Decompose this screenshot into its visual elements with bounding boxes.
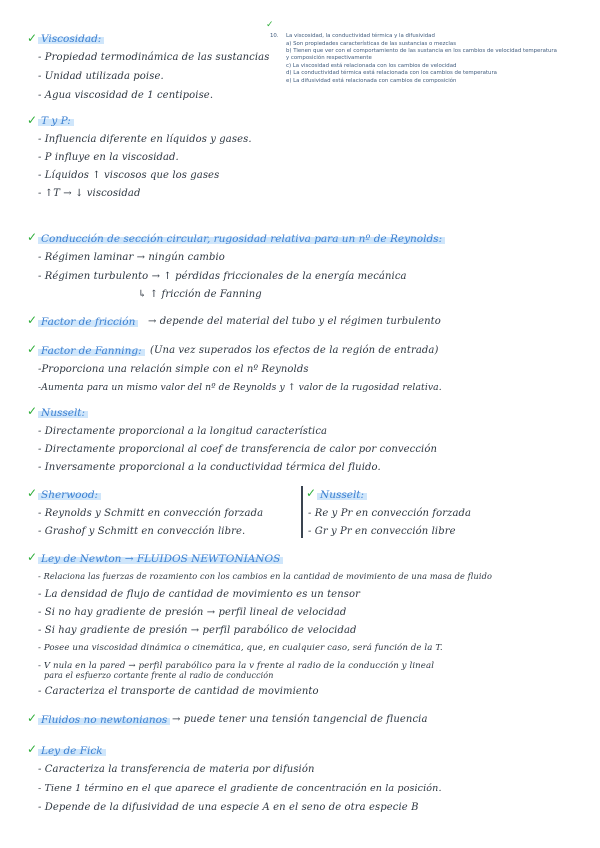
tp-line-1: - Influencia diferente en líquidos y gases. (38, 134, 252, 145)
ffanning-check-icon: ✓ (27, 342, 38, 356)
conduccion-line-1: - Régimen laminar → ningún cambio (38, 252, 225, 263)
sherwood-line-2: - Grashof y Schmitt en convección libre. (38, 526, 246, 537)
ffanning-line-2: -Aumenta para un mismo valor del nº de Reynolds y ↑ valor de la rugosidad relativa. (38, 382, 442, 393)
fdarcy-rest: → depende del material del tubo y el régimen turbulento (148, 316, 441, 327)
tp-check-icon: ✓ (27, 113, 38, 127)
tp-heading: T y P: (38, 115, 74, 127)
viscosidad-heading: Viscosidad: (38, 33, 104, 45)
conduccion-line-2: - Régimen turbulento → ↑ pérdidas friccionales de la energía mecánica (38, 271, 407, 282)
nusselt2-line-1: - Re y Pr en convección forzada (308, 508, 472, 519)
viscosidad-line-3: - Agua viscosidad de 1 centipoise. (38, 90, 214, 101)
fick-line-1: - Caracteriza la transferencia de materia por difusión (38, 764, 315, 775)
question-check-icon: ✓ (266, 20, 274, 30)
nonewton-rest: → puede tener una tensión tangencial de fluencia (172, 714, 428, 725)
newton-line-1: - Relaciona las fuerzas de rozamiento con los cambios en la cantidad de movimiento de una masa de fluido (38, 571, 492, 581)
question-option-b-cont: y composición respectivamente (286, 55, 372, 61)
newton-line-4: - Si hay gradiente de presión → perfil parabólico de velocidad (38, 625, 357, 636)
newton-heading: Ley de Newton → FLUIDOS NEWTONIANOS (38, 553, 283, 565)
newton-check-icon: ✓ (27, 550, 38, 564)
newton-line-5: - Posee una viscosidad dinámica o cinemática, que, en cualquier caso, será función de la T. (38, 643, 443, 653)
sherwood-check-icon: ✓ (27, 486, 38, 500)
tp-line-4: - ↑T → ↓ viscosidad (38, 188, 141, 199)
nonewton-check-icon: ✓ (27, 711, 38, 725)
newton-line-6: - V nula en la pared → perfil parabólico para la v frente al radio de la conducción y lineal (38, 661, 435, 671)
nusselt2-heading: Nusselt: (317, 489, 367, 501)
nusselt-heading: Nusselt: (38, 407, 88, 419)
newton-line-2: - La densidad de flujo de cantidad de movimiento es un tensor (38, 589, 360, 600)
nusselt-check-icon: ✓ (27, 404, 38, 418)
conduccion-heading: Conducción de sección circular, rugosidad relativa para un nº de Reynolds: (38, 233, 445, 245)
tp-line-2: - P influye en la viscosidad. (38, 152, 179, 163)
question-option-d: d) La conductividad térmica está relacionada con los cambios de temperatura (286, 70, 497, 76)
nusselt-line-2: - Directamente proporcional al coef de transferencia de calor por convección (38, 444, 438, 455)
question-option-c: c) La viscosidad está relacionada con los cambios de velocidad (286, 63, 457, 69)
ffanning-rest: (Una vez superados los efectos de la región de entrada) (150, 345, 439, 356)
question-stem: La viscosidad, la conductividad térmica y la difusividad (286, 33, 435, 39)
nusselt-line-3: - Inversamente proporcional a la conductividad térmica del fluido. (38, 462, 381, 473)
column-divider (301, 486, 303, 538)
nonewton-heading: Fluidos no newtonianos (38, 714, 170, 726)
fdarcy-heading: Factor de fricción (38, 316, 138, 328)
question-option-a: a) Son propiedades características de las sustancias o mezclas (286, 41, 457, 47)
ffanning-heading: Factor de Fanning: (38, 345, 145, 357)
fick-line-2: - Tiene 1 término en el que aparece el gradiente de concentración en la posición. (38, 783, 442, 794)
nusselt2-check-icon: ✓ (306, 486, 317, 500)
newton-line-8: - Caracteriza el transporte de cantidad de movimiento (38, 686, 319, 697)
fick-check-icon: ✓ (27, 742, 38, 756)
question-number: 10. (270, 33, 279, 39)
sherwood-heading: Sherwood: (38, 489, 101, 501)
fdarcy-check-icon: ✓ (27, 313, 38, 327)
tp-line-3: - Líquidos ↑ viscosos que los gases (38, 170, 220, 181)
ffanning-line-1: -Proporciona una relación simple con el nº Reynolds (38, 364, 309, 375)
viscosidad-line-1: - Propiedad termodinámica de las sustancias (38, 52, 270, 63)
conduccion-check-icon: ✓ (27, 230, 38, 244)
viscosidad-line-2: - Unidad utilizada poise. (38, 71, 164, 82)
nusselt-line-1: - Directamente proporcional a la longitud característica (38, 426, 328, 437)
fick-heading: Ley de Fick (38, 745, 106, 757)
newton-line-7: para el esfuerzo cortante frente al radio de conducción (44, 671, 274, 680)
sherwood-line-1: - Reynolds y Schmitt en convección forzada (38, 508, 264, 519)
fick-line-3: - Depende de la difusividad de una especie A en el seno de otra especie B (38, 802, 419, 813)
question-option-b: b) Tienen que ver con el comportamiento de las sustancia en los cambios de velocidad temperatura (286, 48, 557, 54)
newton-line-3: - Si no hay gradiente de presión → perfil lineal de velocidad (38, 607, 347, 618)
question-option-e: e) La difusividad está relacionada con cambios de composición (286, 78, 457, 84)
conduccion-line-3: ↳ ↑ fricción de Fanning (138, 289, 262, 300)
nusselt2-line-2: - Gr y Pr en convección libre (308, 526, 456, 537)
viscosidad-check-icon: ✓ (27, 31, 38, 45)
